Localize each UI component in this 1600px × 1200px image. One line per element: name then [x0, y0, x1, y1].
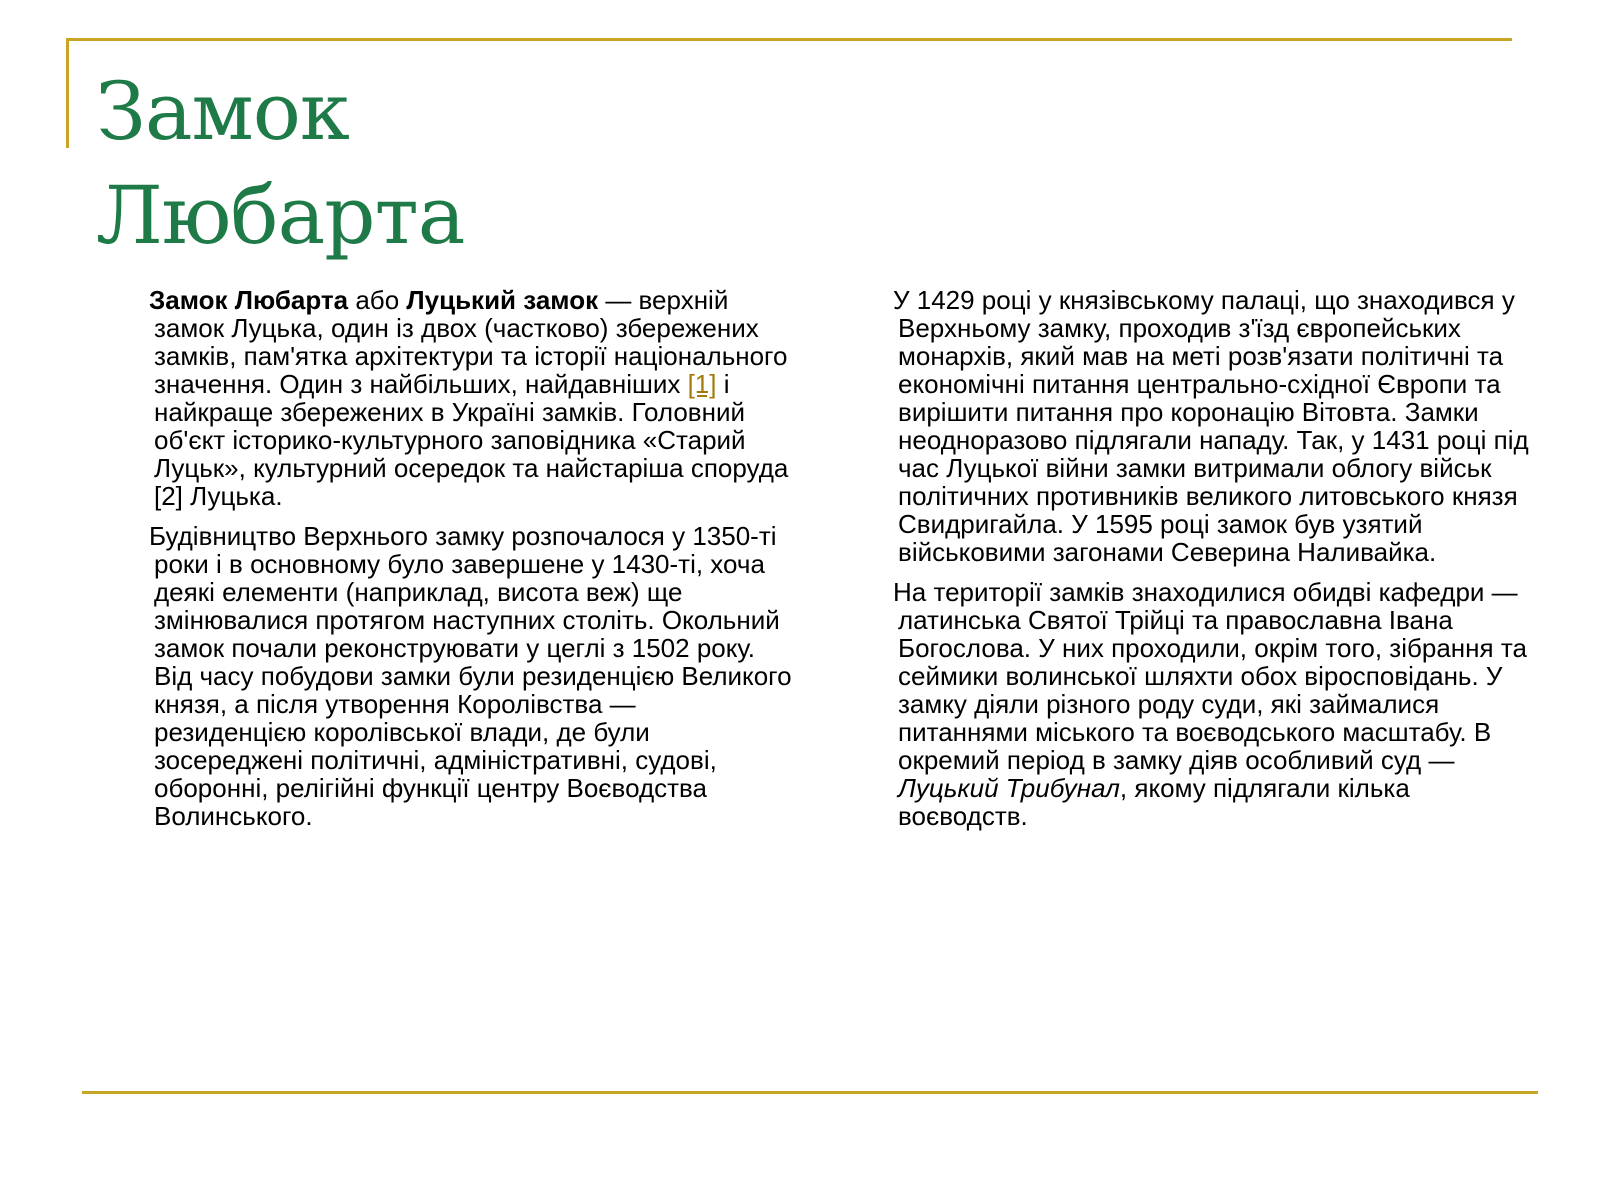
right-text-column	[893, 285, 1538, 842]
text-span: — верхній замок Луцька, один із двох (частково) збережених замків, пам'ятка архітектури та історії національного значення. Один з найбільших, найдавніших	[154, 285, 788, 399]
left-accent-rule	[66, 38, 69, 148]
text-span: , якому підлягали кілька воєводств.	[898, 773, 1410, 831]
text-span: або	[348, 285, 407, 315]
right-paragraph-1: У 1429 році у князівському палаці, що знаходився у Верхньому замку, проходив з'їзд європейських монархів, який мав на меті розв'язати політичні та економічні питання центрально-східної Європи та вирішити питання про коронацію Вітовта. Замки неодноразово підлягали нападу. Так, у 1431 році під час Луцької війни замки витримали облогу військ політичних противників великого литовського князя Свидригайла. У 1595 році замок був узятий військовими загонами Северина Наливайка.	[893, 285, 1529, 567]
bottom-rule	[82, 1091, 1538, 1094]
left-paragraph-1	[149, 285, 794, 511]
title-line-1: Замок	[96, 65, 349, 158]
bold-term-castle: Замок Любарта	[149, 285, 349, 315]
title-line-2: Любарта	[96, 169, 465, 262]
slide-title	[96, 60, 464, 268]
top-rule	[66, 38, 1512, 41]
text-span: На території замків знаходилися обидві кафедри — латинська Святої Трійці та православна Івана Богослова. У них проходили, окрім того, зібрання та сеймики волинської шляхти обох віросповідань. У замку діяли різного роду суди, які займалися питаннями міського та воєводського масштабу. В окремий період в замку діяв особливий суд —	[893, 577, 1527, 775]
left-text-column	[149, 285, 794, 842]
text-span: і найкраще збережених в Україні замків. Головний об'єкт історико-культурного заповідника «Старий Луцьк», культурний осередок та найстаріша споруда [2] Луцька.	[154, 369, 789, 511]
reference-link-1[interactable]: [1]	[687, 369, 717, 399]
right-paragraph-2	[893, 577, 1538, 831]
left-paragraph-2: Будівництво Верхнього замку розпочалося у 1350-ті роки і в основному було завершене у 1430-ті, хоча деякі елементи (наприклад, висота веж) ще змінювалися протягом наступних століть. Окольний замок почали реконструювати у цеглі з 1502 року. Від часу побудови замки були резиденцією Великого князя, а після утворення Королівства — резиденцією королівської влади, де були зосереджені політичні, адміністративні, судові, оборонні, релігійні функції центру Воєводства Волинського.	[149, 521, 792, 831]
italic-term-tribunal: Луцький Трибунал	[898, 773, 1120, 803]
bold-term-lutsk-castle: Луцький замок	[406, 285, 599, 315]
